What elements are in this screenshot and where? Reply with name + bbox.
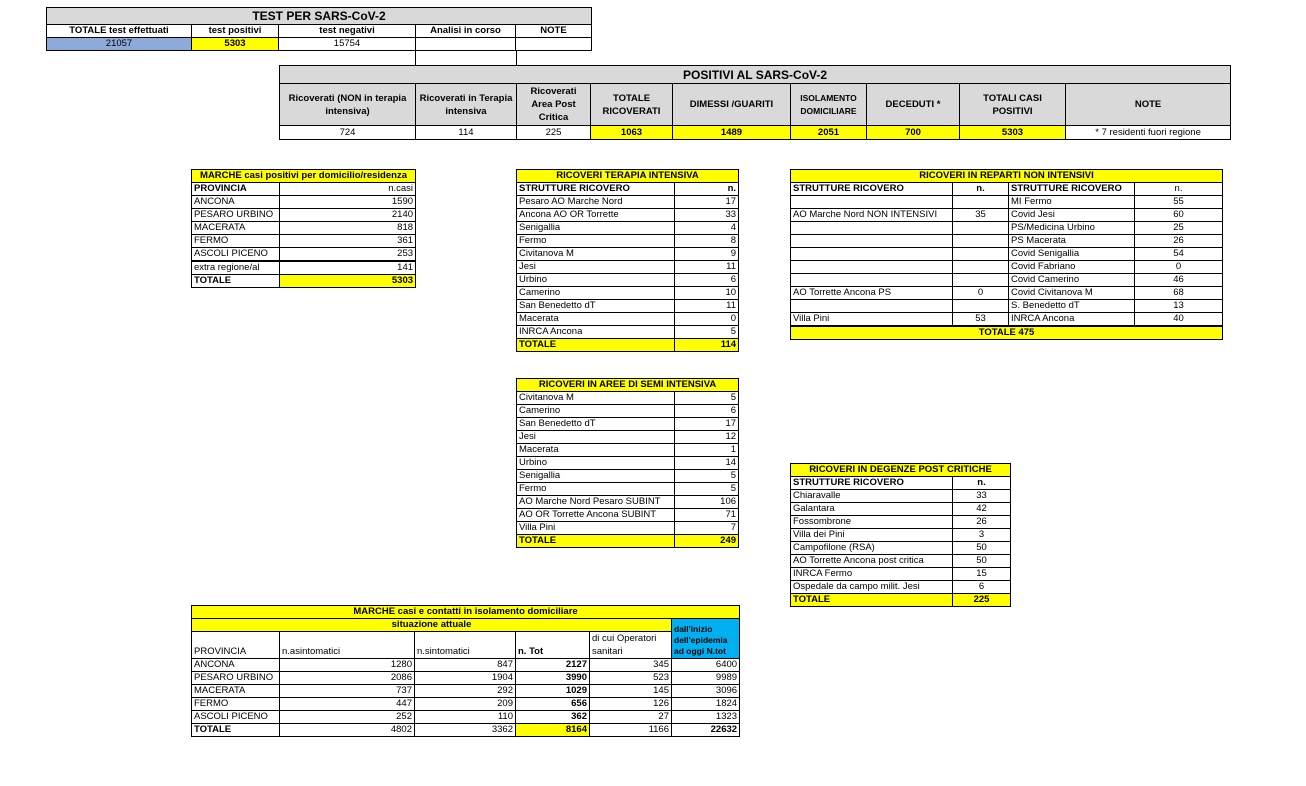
table-cell [953,300,1009,313]
table-row [517,483,739,496]
table-cell [953,248,1009,261]
table-row [517,326,739,339]
nonintensivi-title: RICOVERI IN REPARTI NON INTENSIVI [791,170,1223,183]
table-cell: 33 [675,209,739,222]
table-cell: Civitanova M [517,392,675,405]
table-cell: San Benedetto dT [517,418,675,431]
nonintensivi-table [790,169,1223,340]
table-row [517,418,739,431]
table-row [791,568,1011,581]
isolamento-total: 8164 [516,724,590,737]
table-cell: Covid Jesi [1009,209,1135,222]
table-cell: Fossombrone [791,516,953,529]
table-cell: 60 [1135,209,1223,222]
table-row [192,711,740,724]
positivi-value: 700 [867,126,960,140]
table-row [791,516,1011,529]
positivi-note: * 7 residenti fuori regione [1066,126,1231,140]
test-value-in-progress [416,38,516,51]
table-cell: 8 [675,235,739,248]
test-title: TEST PER SARS-CoV-2 [47,8,592,25]
domicilio-col-header: n.casi [280,183,416,196]
table-cell [791,274,953,287]
table-cell: Fermo [517,235,675,248]
table-cell: 126 [590,698,672,711]
semi-table [516,378,739,548]
isolamento-total: 22632 [672,724,740,737]
isolamento-col-header: PROVINCIA [192,632,280,659]
test-header: test positivi [192,25,279,38]
postcritiche-col-header: n. [953,477,1011,490]
table-row [517,509,739,522]
table-cell: 0 [1135,261,1223,274]
table-cell: 6 [675,405,739,418]
table-cell: PS/Medicina Urbino [1009,222,1135,235]
table-cell: 15 [953,568,1011,581]
table-cell: Villa dei Pini [791,529,953,542]
table-cell: 6 [675,274,739,287]
table-cell: ANCONA [192,196,280,209]
table-cell: 5 [675,392,739,405]
table-row [192,262,416,275]
table-row [791,222,1223,235]
table-row [517,392,739,405]
table-cell: 5 [675,483,739,496]
table-cell: San Benedetto dT [517,300,675,313]
test-table [46,7,592,51]
table-cell: AO Marche Nord Pesaro SUBINT [517,496,675,509]
table-row [791,300,1223,313]
domicilio-col-header: PROVINCIA [192,183,280,196]
nonintensivi-col-header: STRUTTURE RICOVERO [1009,183,1135,196]
postcritiche-col-header: STRUTTURE RICOVERO [791,477,953,490]
table-cell: 50 [953,555,1011,568]
table-cell: Galantara [791,503,953,516]
table-cell: Civitanova M [517,248,675,261]
intensiva-total-label: TOTALE [517,339,675,352]
semi-rows [517,392,739,535]
table-cell [791,261,953,274]
table-cell: Senigallia [517,470,675,483]
table-cell: Covid Senigallia [1009,248,1135,261]
table-row [192,196,416,209]
table-row [192,235,416,248]
table-cell: ANCONA [192,659,280,672]
table-cell: 4 [675,222,739,235]
table-cell: 5 [675,470,739,483]
table-row [517,405,739,418]
nonintensivi-rows [791,196,1223,327]
table-cell: MACERATA [192,685,280,698]
table-cell: 292 [415,685,516,698]
table-cell: Fermo [517,483,675,496]
table-cell: 361 [280,235,416,248]
nonintensivi-col-header: STRUTTURE RICOVERO [791,183,953,196]
table-cell: PESARO URBINO [192,672,280,685]
table-row [517,444,739,457]
test-value-negative: 15754 [279,38,416,51]
isolamento-rows [192,659,740,724]
table-cell: 523 [590,672,672,685]
table-row [192,685,740,698]
table-cell: Villa Pini [517,522,675,535]
table-cell: 2127 [516,659,590,672]
table-cell [953,235,1009,248]
positivi-header: DIMESSI /GUARITI [673,84,791,126]
table-cell: 25 [1135,222,1223,235]
table-cell: 6400 [672,659,740,672]
table-row [517,431,739,444]
positivi-value: 114 [416,126,517,140]
table-row [791,248,1223,261]
table-cell: AO OR Torrette Ancona SUBINT [517,509,675,522]
table-cell: INRCA Fermo [791,568,953,581]
table-cell: 1323 [672,711,740,724]
postcritiche-table [790,463,1011,607]
isolamento-col-header: n.sintomatici [415,632,516,659]
positivi-header: ISOLAMENTO DOMICILIARE [791,84,867,126]
table-cell: 5 [675,326,739,339]
table-cell: Camerino [517,405,675,418]
intensiva-col-header: STRUTTURE RICOVERO [517,183,675,196]
table-cell: 68 [1135,287,1223,300]
table-cell: 1029 [516,685,590,698]
table-cell: 110 [415,711,516,724]
table-cell: 737 [280,685,415,698]
isolamento-col-header: n.asintomatici [280,632,415,659]
table-cell: 345 [590,659,672,672]
divider-line [516,51,517,65]
table-cell: ASCOLI PICENO [192,248,280,261]
table-cell: 35 [953,209,1009,222]
isolamento-total: TOTALE [192,724,280,737]
table-cell: 11 [675,300,739,313]
table-row [517,287,739,300]
table-cell: 2086 [280,672,415,685]
table-cell: AO Torrette Ancona PS [791,287,953,300]
isolamento-title: MARCHE casi e contatti in isolamento domiciliare [192,606,740,619]
table-cell [791,235,953,248]
table-row [791,555,1011,568]
test-value-total: 21057 [47,38,192,51]
table-cell: 818 [280,222,416,235]
table-cell: Chiaravalle [791,490,953,503]
table-cell: 7 [675,522,739,535]
table-row [517,274,739,287]
positivi-header: TOTALI CASI POSITIVI [960,84,1066,126]
test-value-note [516,38,592,51]
table-cell: 33 [953,490,1011,503]
table-cell: 12 [675,431,739,444]
nonintensivi-col-header: n. [953,183,1009,196]
table-row [517,457,739,470]
table-cell: Urbino [517,274,675,287]
table-cell: MI Fermo [1009,196,1135,209]
table-row [791,542,1011,555]
table-cell: PESARO URBINO [192,209,280,222]
table-cell: MACERATA [192,222,280,235]
table-row [517,313,739,326]
isolamento-table [191,605,740,737]
table-row [791,313,1223,326]
table-row [517,470,739,483]
table-cell: 847 [415,659,516,672]
table-row [791,261,1223,274]
isolamento-epidemia-header: dall'inizio dell'epidemia ad oggi N.tot [672,619,740,659]
isolamento-total: 4802 [280,724,415,737]
table-row [791,196,1223,209]
table-cell: 253 [280,248,416,261]
table-cell: 46 [1135,274,1223,287]
positivi-header: TOTALE RICOVERATI [591,84,673,126]
positivi-header: NOTE [1066,84,1231,126]
table-row [517,300,739,313]
postcritiche-title: RICOVERI IN DEGENZE POST CRITICHE [791,464,1011,477]
table-cell: Urbino [517,457,675,470]
table-cell: Senigallia [517,222,675,235]
divider-line [415,51,416,65]
table-row [192,222,416,235]
table-cell: 9989 [672,672,740,685]
table-cell: AO Torrette Ancona post critica [791,555,953,568]
table-cell [791,248,953,261]
semi-title: RICOVERI IN AREE DI SEMI INTENSIVA [517,379,739,392]
postcritiche-total-value: 225 [953,594,1011,607]
positivi-header: DECEDUTI * [867,84,960,126]
domicilio-total-value: 5303 [280,275,416,288]
table-row [791,274,1223,287]
table-cell: 50 [953,542,1011,555]
positivi-value: 1489 [673,126,791,140]
positivi-title: POSITIVI AL SARS-CoV-2 [280,66,1231,84]
table-cell: INRCA Ancona [1009,313,1135,326]
positivi-value: 5303 [960,126,1066,140]
table-cell: PS Macerata [1009,235,1135,248]
test-header: test negativi [279,25,416,38]
nonintensivi-col-header: n. [1135,183,1223,196]
table-cell: 42 [953,503,1011,516]
table-row [791,503,1011,516]
positivi-value: 225 [517,126,591,140]
table-row [791,235,1223,248]
table-cell [791,222,953,235]
table-cell: Ancona AO OR Torrette [517,209,675,222]
table-cell: Macerata [517,444,675,457]
table-cell: 0 [675,313,739,326]
intensiva-total-value: 114 [675,339,739,352]
table-cell: 3096 [672,685,740,698]
table-cell: 447 [280,698,415,711]
table-cell: FERMO [192,235,280,248]
table-cell: 26 [953,516,1011,529]
test-header: TOTALE test effettuati [47,25,192,38]
table-row [791,529,1011,542]
postcritiche-rows [791,490,1011,594]
table-row [791,581,1011,594]
table-cell: Ospedale da campo milit. Jesi [791,581,953,594]
positivi-header: Ricoverati Area Post Critica [517,84,591,126]
table-cell: AO Marche Nord NON INTENSIVI [791,209,953,222]
table-cell: FERMO [192,698,280,711]
table-cell [953,222,1009,235]
table-cell: 2140 [280,209,416,222]
table-row [517,496,739,509]
table-cell [953,274,1009,287]
table-cell: 13 [1135,300,1223,313]
table-cell: 106 [675,496,739,509]
table-cell: Covid Camerino [1009,274,1135,287]
positivi-value: 724 [280,126,416,140]
table-cell: 1 [675,444,739,457]
table-cell: Camerino [517,287,675,300]
intensiva-title: RICOVERI TERAPIA INTENSIVA [517,170,739,183]
table-cell [953,196,1009,209]
table-cell: Jesi [517,431,675,444]
table-row [192,248,416,261]
table-cell: 252 [280,711,415,724]
table-cell: 6 [953,581,1011,594]
table-cell: 11 [675,261,739,274]
table-cell: 145 [590,685,672,698]
table-cell: 27 [590,711,672,724]
table-row [517,522,739,535]
table-cell: 141 [280,262,416,275]
nonintensivi-total: TOTALE 475 [791,327,1223,340]
isolamento-col-header: n. Tot [516,632,590,659]
table-cell: 1904 [415,672,516,685]
table-cell: 3 [953,529,1011,542]
table-cell: 0 [953,287,1009,300]
table-cell: 3990 [516,672,590,685]
isolamento-col-header: di cui Operatori sanitari [590,632,672,659]
positivi-table [279,65,1231,140]
positivi-value: 2051 [791,126,867,140]
positivi-header: Ricoverati in Terapia intensiva [416,84,517,126]
table-cell: 362 [516,711,590,724]
intensiva-col-header: n. [675,183,739,196]
table-row [517,235,739,248]
table-cell: 54 [1135,248,1223,261]
table-cell: Campofilone (RSA) [791,542,953,555]
table-row [192,659,740,672]
table-cell: Jesi [517,261,675,274]
table-cell: Covid Civitanova M [1009,287,1135,300]
table-cell [791,196,953,209]
table-row [517,209,739,222]
table-cell: 209 [415,698,516,711]
domicilio-total-label: TOTALE [192,275,280,288]
positivi-value: 1063 [591,126,673,140]
table-cell: 17 [675,418,739,431]
test-header: NOTE [516,25,592,38]
table-cell [953,261,1009,274]
table-cell: 40 [1135,313,1223,326]
isolamento-total: 1166 [590,724,672,737]
semi-total-label: TOTALE [517,535,675,548]
table-cell: 17 [675,196,739,209]
table-row [791,490,1011,503]
isolamento-subtitle: situazione attuale [192,619,672,632]
table-row [517,248,739,261]
table-row [517,222,739,235]
table-cell: ASCOLI PICENO [192,711,280,724]
table-cell: extra regione/al [192,262,280,275]
table-cell: Covid Fabriano [1009,261,1135,274]
semi-total-value: 249 [675,535,739,548]
table-cell: 14 [675,457,739,470]
intensiva-rows [517,196,739,339]
table-row [517,261,739,274]
domicilio-rows [192,196,416,275]
table-cell: Pesaro AO Marche Nord [517,196,675,209]
test-value-positive: 5303 [192,38,279,51]
domicilio-title: MARCHE casi positivi per domicilio/residenza [192,170,416,183]
table-cell: Macerata [517,313,675,326]
table-cell: 1590 [280,196,416,209]
table-cell: S. Benedetto dT [1009,300,1135,313]
positivi-header: Ricoverati (NON in terapia intensiva) [280,84,416,126]
table-row [791,287,1223,300]
intensiva-table [516,169,739,352]
table-cell: 53 [953,313,1009,326]
table-cell: 55 [1135,196,1223,209]
table-cell: 1280 [280,659,415,672]
table-cell: 656 [516,698,590,711]
domicilio-table [191,169,416,288]
table-row [192,209,416,222]
table-cell [791,300,953,313]
isolamento-total: 3362 [415,724,516,737]
table-cell: INRCA Ancona [517,326,675,339]
table-cell: 9 [675,248,739,261]
table-cell: 1824 [672,698,740,711]
table-row [791,209,1223,222]
table-row [192,672,740,685]
table-cell: Villa Pini [791,313,953,326]
table-cell: 26 [1135,235,1223,248]
table-cell: 71 [675,509,739,522]
table-row [192,698,740,711]
postcritiche-total-label: TOTALE [791,594,953,607]
table-row [517,196,739,209]
test-header: Analisi in corso [416,25,516,38]
table-cell: 10 [675,287,739,300]
